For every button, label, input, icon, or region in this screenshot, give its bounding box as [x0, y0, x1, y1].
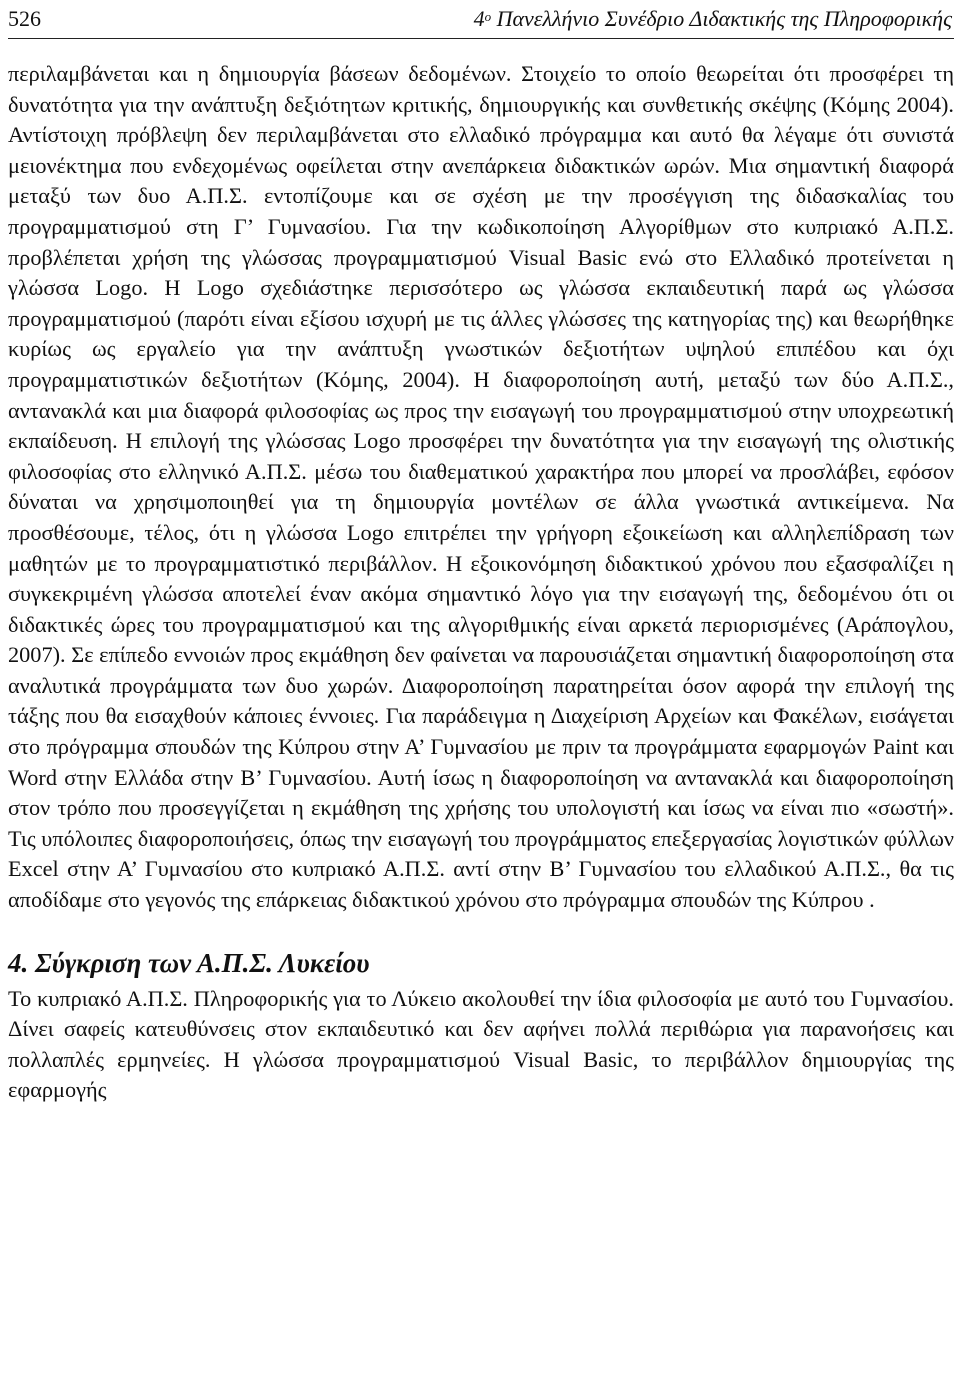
document-page	[8, 0, 954, 1387]
section-heading: 4. Σύγκριση των Α.Π.Σ. Λυκείου	[8, 947, 370, 978]
page-header	[8, 0, 954, 39]
conference-name: Πανελλήνιο Συνέδριο Διδακτικής της Πληροφορικής	[491, 6, 952, 31]
conference-ordinal: ο	[484, 9, 492, 24]
paragraph: περιλαμβάνεται και η δημιουργία βάσεων δεδομένων. Στοιχείο το οποίο θεωρείται ότι προσφέρει τη δυνατότητα για την ανάπτυξη δεξιότητων κριτικής, δημιουργικής και συνθετικής σκέψης (Κόμης 2004). Αντίστοιχη πρόβλεψη δεν περιλαμβάνεται στο ελλαδικό πρόγραμμα και αυτό θα λέγαμε ότι συνιστά μειονέκτημα που ενδεχομένως οφείλεται στην ανεπάρκεια διδακτικών ωρών. Μια σημαντική διαφορά μεταξύ των δυο Α.Π.Σ. εντοπίζουμε και σε σχέση με την προσέγγιση της διδασκαλίας του προγραμματισμού στη Γ’ Γυμνασίου. Για την κωδικοποίηση Αλγορίθμων στο κυπριακό Α.Π.Σ. προβλέπεται χρήση της γλώσσας προγραμματισμού Visual Basic ενώ στο Ελλαδικό προτείνεται η γλώσσα Logo. Η Logo σχεδιάστηκε περισσότερο ως γλώσσα εκπαιδευτική παρά ως γλώσσα προγραμματισμού (παρότι είναι εξίσου ισχυρή με τις άλλες γλώσσες της κατηγορίας της) και θεωρήθηκε κυρίως ως εργαλείο για την ανάπτυξη γνωστικών δεξιοτήτων υψηλού επιπέδου και όχι προγραμματιστικών δεξιοτήτων (Κόμης, 2004). Η διαφοροποίηση αυτή, μεταξύ των δύο Α.Π.Σ., αντανακλά και μια διαφορά φιλοσοφίας ως προς την εισαγωγή του προγραμματισμού στην υποχρεωτική εκπαίδευση. Η επιλογή της γλώσσας Logo προσφέρει την δυνατότητα για την εισαγωγή της ολιστικής φιλοσοφίας στο ελληνικό Α.Π.Σ. μέσω του διαθεματικού χαρακτήρα που μπορεί να προσλάβει, εφόσον δύναται να χρησιμοποιηθεί για τη δημιουργία μοντέλων σε άλλα γνωστικά αντικείμενα. Να προσθέσουμε, τέλος, ότι η γλώσσα Logo επιτρέπει την γρήγορη εξοικείωση και αλληλεπίδραση των μαθητών με το προγραμματιστικό περιβάλλον. Η εξοικονόμηση διδακτικού χρόνου που εξασφαλίζει η συγκεκριμένη γλώσσα αποτελεί έναν ακόμα σημαντικό λόγο για την εισαγωγή της, δεδομένου ότι οι διδακτικές ώρες του προγραμματισμού και της αλγοριθμικής είναι αρκετά περιορισμένες (Αράπογλου, 2007). Σε επίπεδο εννοιών προς εκμάθηση δεν φαίνεται να παρουσιάζεται σημαντική διαφοροποίηση στα αναλυτικά προγράμματα των δυο χωρών. Διαφοροποίηση παρατηρείται όσον αφορά την επιλογή της τάξης που θα εισαχθούν κάποιες έννοιες. Για παράδειγμα η Διαχείριση Αρχείων και Φακέλων, εισάγεται στο πρόγραμμα σπουδών της Κύπρου στην Α’ Γυμνασίου με πριν τα προγράμματα εφαρμογών Paint και Word στην Ελλάδα στην Β’ Γυμνασίου. Αυτή ίσως η διαφοροποίηση να αντανακλά και διαφοροποίηση στον τρόπο που προσεγγίζεται η εκμάθηση της χρήσης του υπολογιστή και ίσως να είναι πιο «σωστή». Τις υπόλοιπες διαφοροποιήσεις, όπως την εισαγωγή του προγράμματος επεξεργασίας λογιστικών φύλλων Excel στην Α’ Γυμνασίου στο κυπριακό Α.Π.Σ. αντί στην Β’ Γυμνασίου του ελλαδικού Α.Π.Σ., θα τις αποδίδαμε στο γεγονός της επάρκειας διδακτικού χρόνου στο πρόγραμμα σπουδών της Κύπρου .	[8, 61, 954, 913]
running-title	[474, 6, 952, 32]
body-text	[8, 59, 954, 916]
section-paragraph: Το κυπριακό Α.Π.Σ. Πληροφορικής για το Λύκειο ακολουθεί την ίδια φιλοσοφία με αυτό του Γυμνασίου. Δίνει σαφείς κατευθύνσεις στον εκπαιδευτικό και δεν αφήνει πολλά περιθώρια για παρανοήσεις και πολλαπλές ερμηνείες. Η γλώσσα προγραμματισμού Visual Basic, το περιβάλλον δημιουργίας της εφαρμογής	[8, 985, 954, 1103]
conference-number: 4	[473, 6, 485, 31]
page-number: 526	[8, 6, 41, 31]
